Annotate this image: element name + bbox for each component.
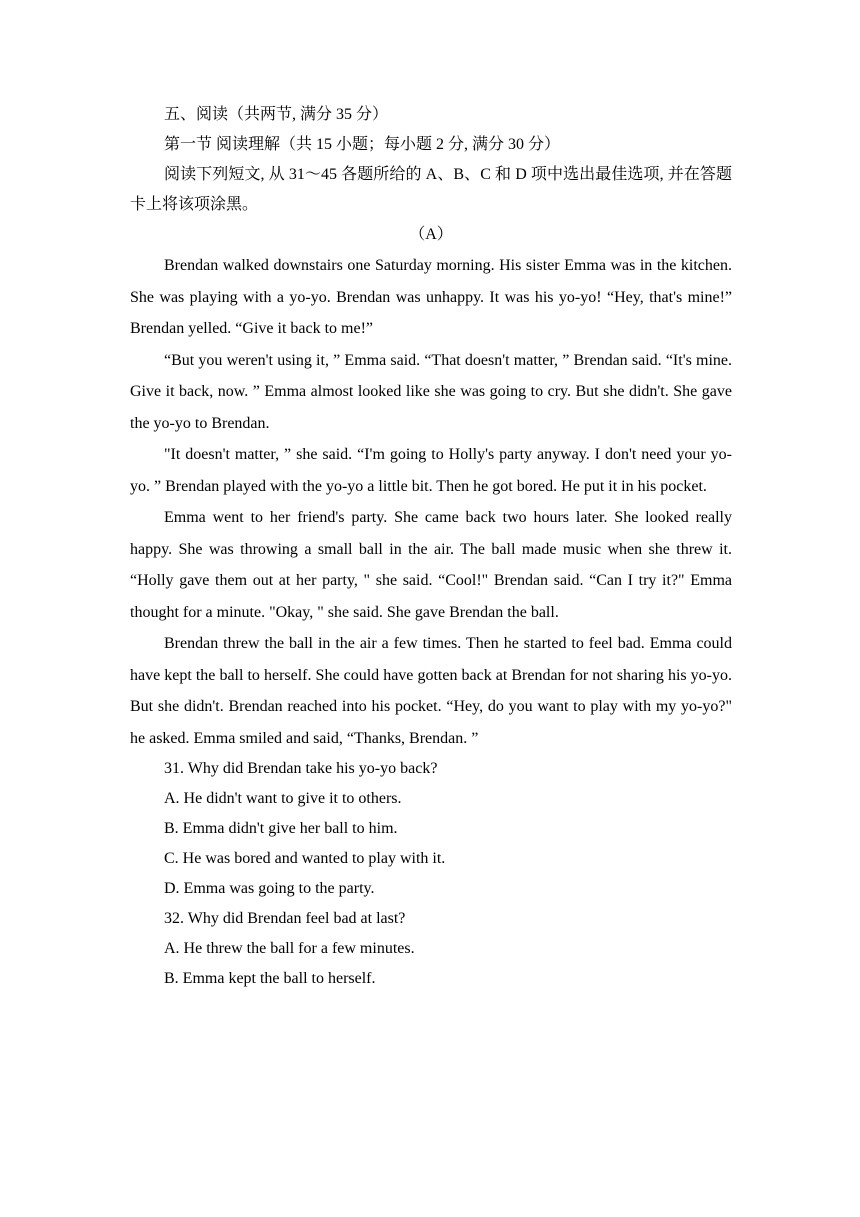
- question-option: B. Emma kept the ball to herself.: [164, 970, 376, 987]
- question-option: B. Emma didn't give her ball to him.: [164, 820, 398, 837]
- subsection-title: 第一节 阅读理解（共 15 小题；每小题 2 分, 满分 30 分）: [164, 136, 561, 153]
- question-option: A. He didn't want to give it to others.: [164, 790, 402, 807]
- section-title: 五、阅读（共两节, 满分 35 分）: [164, 106, 389, 123]
- question-option: C. He was bored and wanted to play with it.: [164, 850, 446, 867]
- passage-paragraph: Brendan threw the ball in the air a few times. Then he started to feel bad. Emma could have kept the ball to herself. She could have gotten back at Brendan for not sharing his yo-yo. But she didn't. Brendan reached into his pocket. “Hey, do you want to play with my yo-yo?" he asked. Emma smiled and said, “Thanks, Brendan. ”: [130, 635, 732, 747]
- question-option: A. He threw the ball for a few minutes.: [164, 940, 415, 957]
- question-stem: 32. Why did Brendan feel bad at last?: [164, 910, 406, 927]
- passage-paragraph: Brendan walked downstairs one Saturday morning. His sister Emma was in the kitchen. She was playing with a yo-yo. Brendan was unhappy. It was his yo-yo! “Hey, that's mine!” Brendan yelled. “Give it back to me!”: [130, 257, 732, 337]
- passage-paragraph: "It doesn't matter, ” she said. “I'm going to Holly's party anyway. I don't need your yo-yo. ” Brendan played with the yo-yo a little bit. Then he got bored. He put it in his pocket.: [130, 446, 732, 495]
- instruction-text: 阅读下列短文, 从 31～45 各题所给的 A、B、C 和 D 项中选出最佳选项, 并在答题卡上将该项涂黑。: [130, 166, 732, 213]
- document-page: [130, 100, 732, 994]
- question-stem: 31. Why did Brendan take his yo-yo back?: [164, 760, 438, 777]
- passage-paragraph: “But you weren't using it, ” Emma said. “That doesn't matter, ” Brendan said. “It's mine. Give it back, now. ” Emma almost looked like she was going to cry. But she didn't. She gave the yo-yo to Brendan.: [130, 351, 732, 432]
- question-block: [130, 904, 732, 994]
- question-option: D. Emma was going to the party.: [164, 880, 375, 897]
- question-block: [130, 754, 732, 904]
- passage-label: （A）: [409, 226, 453, 243]
- passage-paragraph: Emma went to her friend's party. She came back two hours later. She looked really happy. She was throwing a small ball in the air. The ball made music when she threw it. “Holly gave them out at her party, " she said. “Cool!" Brendan said. “Can I try it?" Emma thought for a minute. "Okay, " she said. She gave Brendan the ball.: [130, 509, 732, 621]
